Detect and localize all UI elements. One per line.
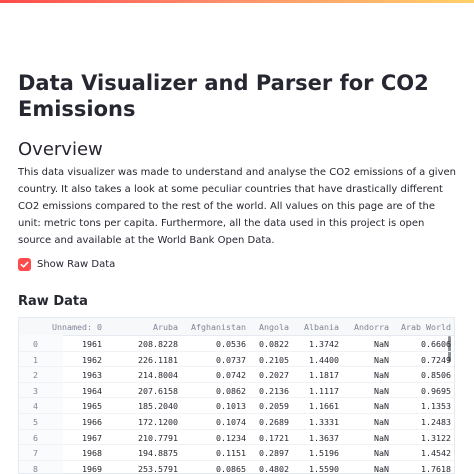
table-cell[interactable]: 210.7791: [138, 432, 178, 443]
page-title: Data Visualizer and Parser for CO2 Emissions: [18, 71, 429, 121]
table-cell[interactable]: 0.0737: [216, 354, 246, 365]
table-cell[interactable]: 1.2483: [421, 417, 451, 427]
table-cell[interactable]: 0.0865: [216, 463, 246, 474]
table-cell[interactable]: NaN: [374, 401, 389, 412]
table-cell[interactable]: 0.4802: [259, 463, 289, 474]
table-cell[interactable]: 0.1013: [216, 401, 246, 412]
table-cell[interactable]: 1.1117: [309, 385, 339, 396]
raw-data-table[interactable]: [18, 317, 455, 474]
table-cell[interactable]: NaN: [374, 448, 389, 459]
table-cell[interactable]: 1969: [82, 463, 102, 474]
table-cell[interactable]: 172.1200: [138, 417, 178, 427]
table-cell[interactable]: 1.5590: [309, 463, 339, 474]
table-cell[interactable]: 0.1721: [259, 432, 289, 443]
table-cell[interactable]: 185.2040: [138, 401, 178, 412]
table-cell[interactable]: 0.0536: [216, 339, 246, 349]
table-cell[interactable]: 0.1234: [216, 432, 246, 443]
table-cell[interactable]: 1962: [82, 354, 102, 365]
table-cell[interactable]: 1.3331: [309, 417, 339, 427]
table-cell[interactable]: NaN: [374, 432, 389, 443]
table-row-index: 8: [33, 463, 38, 474]
table-cell[interactable]: 0.1074: [216, 417, 246, 427]
table-cell[interactable]: 0.2136: [259, 385, 289, 396]
table-cell[interactable]: NaN: [374, 370, 389, 381]
overview-paragraph: This data visualizer was made to understand and analyse the CO2 emissions of a given country. It also takes a look at some peculiar countries that have drastically different CO2 emissions compared to the rest of the world. All values on this page are of the unit: metric tons per capita. Furthermore, all the data used in this project is open source and available at the World Bank Open Data.: [18, 167, 456, 246]
table-cell[interactable]: 1.4400: [309, 354, 339, 365]
table-row-index: 5: [33, 417, 38, 427]
table-cell[interactable]: 0.2027: [259, 370, 289, 381]
table-cell[interactable]: NaN: [374, 463, 389, 474]
table-cell[interactable]: NaN: [374, 417, 389, 427]
table-cell[interactable]: 1.3122: [421, 432, 451, 443]
table-column-header[interactable]: Albania: [304, 322, 339, 332]
table-row-index: 3: [33, 385, 38, 396]
table-cell[interactable]: 0.0822: [259, 339, 289, 349]
table-cell[interactable]: NaN: [374, 385, 389, 396]
table-column-header[interactable]: Arab World: [401, 322, 451, 332]
table-cell[interactable]: 226.1181: [138, 354, 178, 365]
top-decoration-bar: [0, 0, 474, 3]
table-cell[interactable]: 0.1151: [216, 448, 246, 459]
table-cell[interactable]: 253.5791: [138, 463, 178, 474]
table-row-index: 7: [33, 448, 38, 459]
checkbox-checked-icon[interactable]: [18, 258, 31, 271]
table-cell[interactable]: 207.6158: [138, 385, 178, 396]
table-cell[interactable]: 0.7249: [421, 354, 451, 365]
table-cell[interactable]: 0.6606: [421, 339, 451, 349]
table-cell[interactable]: 1.4542: [421, 448, 451, 459]
table-row-index: 2: [33, 370, 38, 381]
overview-heading: Overview: [18, 139, 103, 160]
table-cell[interactable]: 1.1817: [309, 370, 339, 381]
table-cell[interactable]: 0.8506: [421, 370, 451, 381]
table-cell[interactable]: 0.2105: [259, 354, 289, 365]
table-cell[interactable]: 1964: [82, 385, 102, 396]
table-cell[interactable]: 1963: [82, 370, 102, 381]
table-cell[interactable]: 1.3742: [309, 339, 339, 349]
table-cell[interactable]: 1.1661: [309, 401, 339, 412]
table-cell[interactable]: 1.3637: [309, 432, 339, 443]
raw-data-heading: Raw Data: [18, 294, 88, 309]
table-column-header[interactable]: Aruba: [153, 322, 178, 332]
table-cell[interactable]: 0.0862: [216, 385, 246, 396]
table-column-header[interactable]: Afghanistan: [191, 322, 246, 332]
table-cell[interactable]: 0.9695: [421, 385, 451, 396]
table-cell[interactable]: 1967: [82, 432, 102, 443]
table-cell[interactable]: NaN: [374, 339, 389, 349]
show-raw-data-label: Show Raw Data: [37, 258, 116, 270]
table-cell[interactable]: 1.7618: [421, 463, 451, 474]
table-cell[interactable]: 0.2059: [259, 401, 289, 412]
table-cell[interactable]: 1968: [82, 448, 102, 459]
table-row-index: 4: [33, 401, 38, 412]
table-cell[interactable]: 0.0742: [216, 370, 246, 381]
table-cell[interactable]: 194.8875: [138, 448, 178, 459]
table-row-index: 1: [33, 354, 38, 365]
table-cell[interactable]: 1.5196: [309, 448, 339, 459]
table-cell[interactable]: 0.2897: [259, 448, 289, 459]
table-column-header[interactable]: Andorra: [354, 322, 389, 332]
table-cell[interactable]: 214.8004: [138, 370, 178, 381]
table-cell[interactable]: 1965: [82, 401, 102, 412]
table-column-header[interactable]: Angola: [259, 322, 289, 332]
table-row-index: 6: [33, 432, 38, 443]
table-cell[interactable]: 0.2689: [259, 417, 289, 427]
show-raw-data-checkbox[interactable]: [18, 256, 115, 272]
table-cell[interactable]: 1.1353: [421, 401, 451, 412]
table-row-index: 0: [33, 339, 38, 349]
table-cell[interactable]: NaN: [374, 354, 389, 365]
table-index-column: [19, 335, 63, 474]
table-column-header[interactable]: Unnamed: 0: [52, 322, 102, 332]
table-cell[interactable]: 1961: [82, 339, 102, 349]
table-cell[interactable]: 1966: [82, 417, 102, 427]
table-cell[interactable]: 208.8228: [138, 339, 178, 349]
